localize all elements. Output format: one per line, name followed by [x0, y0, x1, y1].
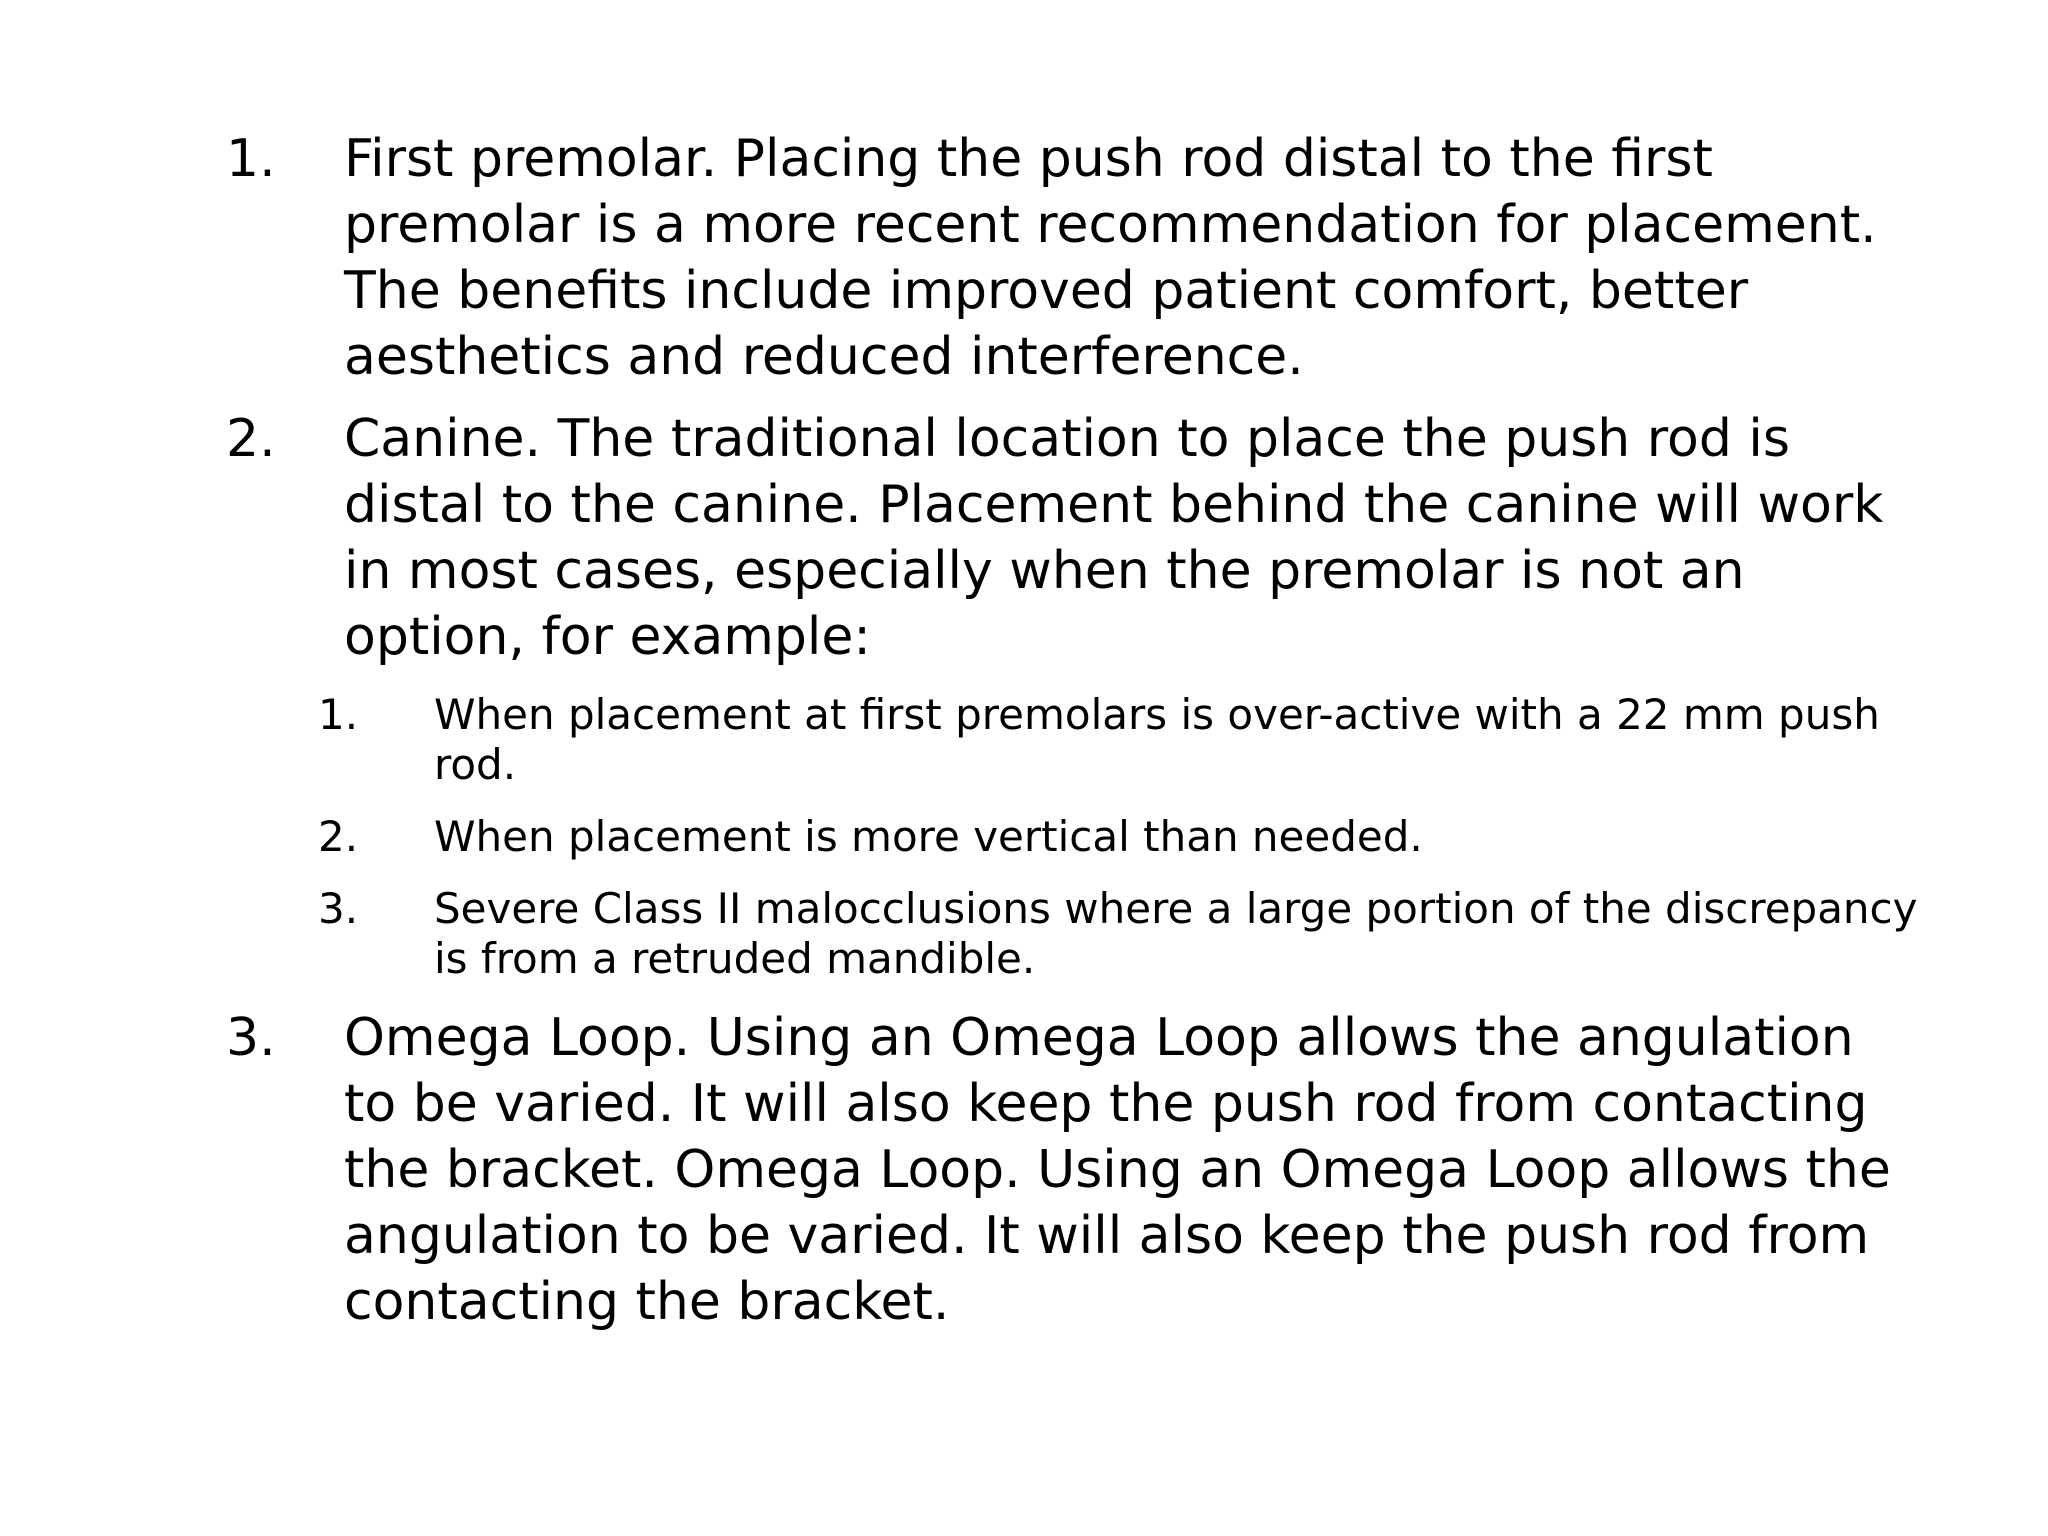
sublist-text: When placement is more vertical than needed. — [434, 812, 1423, 861]
sublist-text: Severe Class II malocclusions where a large portion of the discrepancy is from a retruded mandible. — [434, 884, 1918, 983]
sublist-number: 1. — [318, 690, 359, 739]
list-number: 1. — [226, 129, 276, 189]
sublist-number: 2. — [318, 812, 359, 861]
sublist-number: 3. — [318, 884, 359, 933]
sublist-text: When placement at first premolars is over-active with a 22 mm push rod. — [434, 690, 1880, 789]
list-text: First premolar. Placing the push rod distal to the first premolar is a more recent recommendation for placement. The benefits include improved patient comfort, better aesthetics and reduced interference. — [344, 129, 1877, 387]
sublist-item-class-ii — [318, 884, 1958, 984]
list-number: 2. — [226, 409, 276, 469]
sublist-item-vertical — [318, 812, 1958, 862]
list-number: 3. — [226, 1008, 276, 1068]
list-text: Omega Loop. Using an Omega Loop allows the angulation to be varied. It will also keep the push rod from contacting the bracket. Omega Loop. Using an Omega Loop allows the angulation to be varied. It will also keep the push rod from contacting the bracket. — [344, 1008, 1891, 1332]
sublist-item-over-active — [318, 690, 1958, 790]
list-text: Canine. The traditional location to place the push rod is distal to the canine. Placement behind the canine will work in most cases, especially when the premolar is not an option, for example: — [344, 409, 1884, 667]
list-item-canine — [226, 406, 1926, 670]
list-item-omega-loop — [226, 1005, 1926, 1335]
list-item-first-premolar — [226, 126, 1926, 390]
